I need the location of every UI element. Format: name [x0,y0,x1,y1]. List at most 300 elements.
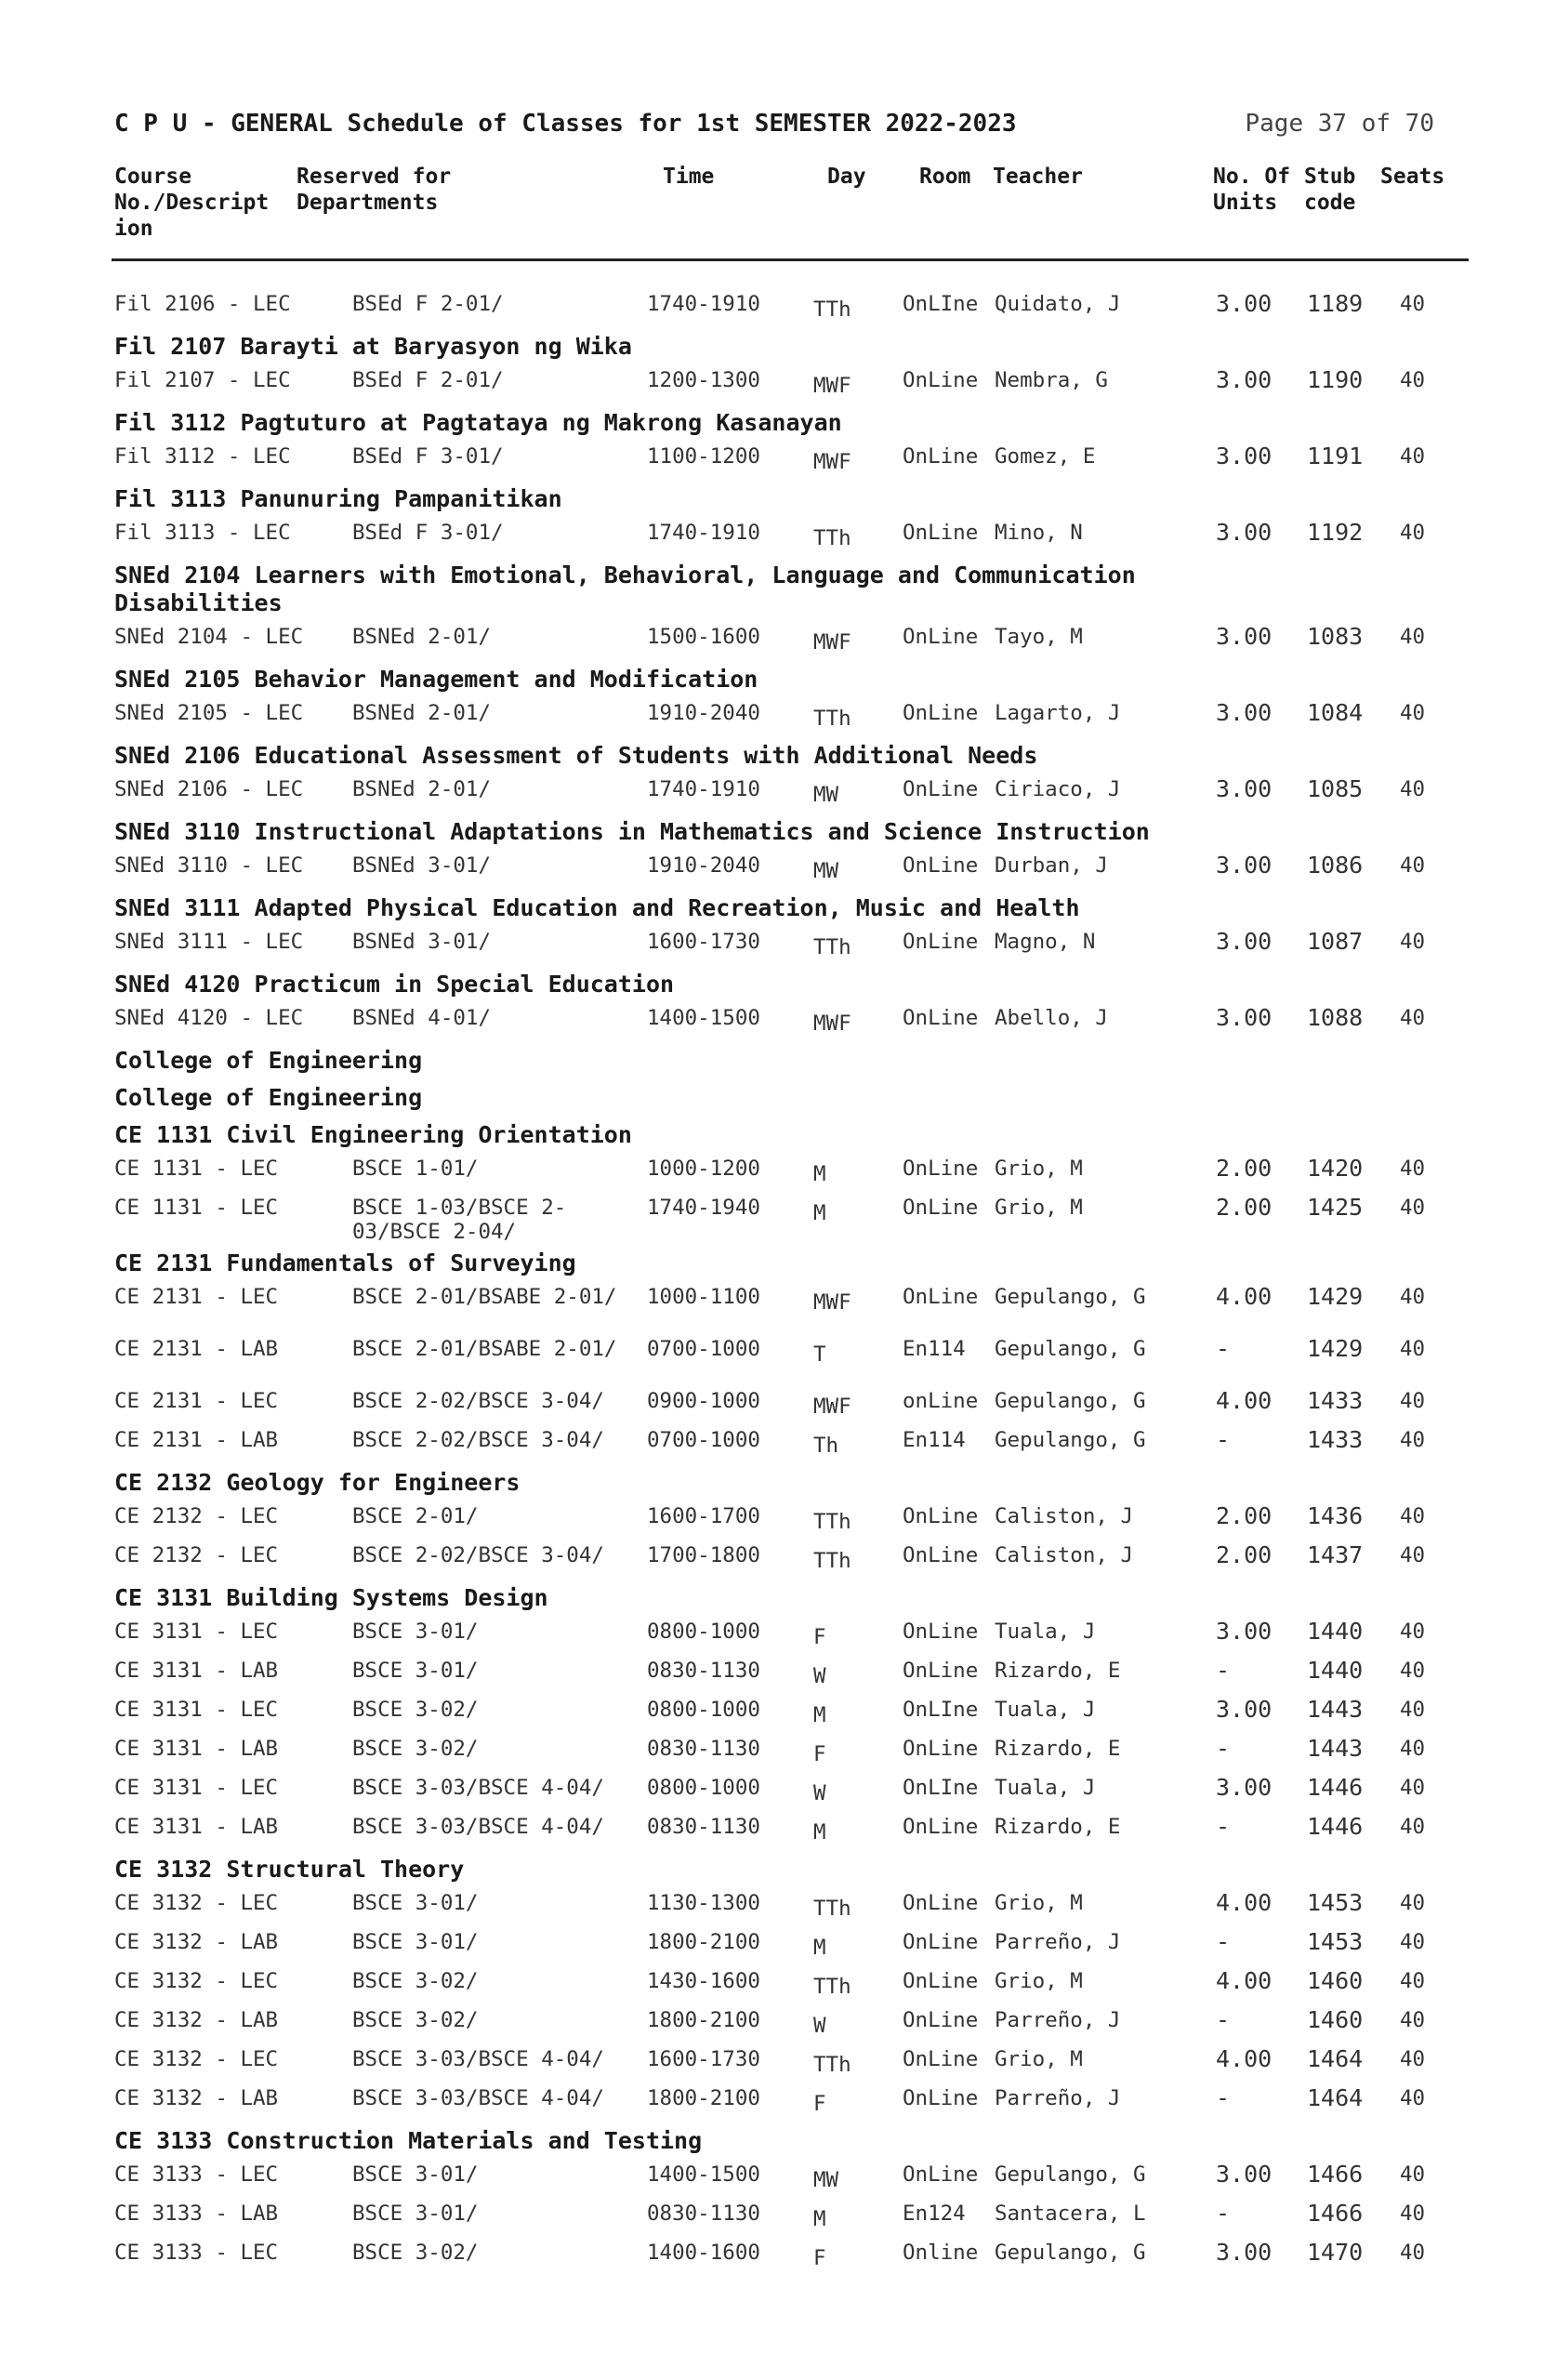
row-reserved: BSEd F 2-01/ [352,368,504,392]
row-day: T [813,1342,826,1367]
row-seats: 40 [1400,1620,1426,1644]
row-teacher: Gepulango, G [995,1285,1146,1309]
row-course: CE 3133 - LEC [114,2162,279,2187]
row-reserved: BSCE 3-02/ [352,1969,479,1993]
table-row [114,1501,1471,1540]
row-units: 2.00 [1216,1194,1272,1221]
row-stub-code: 1443 [1307,1735,1364,1762]
row-stub-code: 1453 [1307,1928,1364,1955]
row-day: MWF [813,450,851,474]
row-day: M [813,2207,826,2231]
row-reserved: BSCE 3-02/ [352,2241,479,2265]
row-time: 0800-1000 [647,1698,760,1722]
row-course: CE 3131 - LAB [114,1659,279,1683]
row-time: 0830-1130 [647,1815,760,1839]
row-day: MWF [813,1395,851,1419]
table-row [114,1694,1471,1733]
header-divider [112,258,1469,261]
row-day: MW [813,783,839,807]
row-teacher: Nembra, G [995,368,1108,392]
row-room: OnLIne [903,1776,979,1800]
row-time: 1600-1700 [647,1504,760,1528]
row-day: TTh [813,1897,851,1921]
row-teacher: Gepulango, G [995,2241,1146,2265]
row-day: F [813,1742,826,1766]
row-units: - [1216,2006,1231,2033]
row-stub-code: 1470 [1307,2239,1364,2266]
course-heading: SNEd 3110 Instructional Adaptations in Mathematics and Science Instruction [114,818,1150,845]
row-units: 3.00 [1216,852,1272,879]
row-seats: 40 [1400,1285,1426,1309]
row-course: Fil 2107 - LEC [114,368,291,392]
row-units: - [1216,2200,1231,2227]
row-course: CE 3131 - LAB [114,1815,279,1839]
row-reserved: BSEd F 2-01/ [352,292,504,316]
row-stub-code: 1443 [1307,1696,1364,1723]
row-teacher: Abello, J [995,1006,1108,1030]
row-course: CE 2131 - LAB [114,1337,279,1361]
row-teacher: Caliston, J [995,1543,1134,1567]
course-heading: SNEd 4120 Practicum in Special Education [114,971,675,998]
row-units: 3.00 [1216,2161,1272,2188]
row-seats: 40 [1400,2047,1426,2071]
row-reserved: BSCE 3-03/BSCE 4-04/ [352,1776,604,1800]
row-time: 1800-2100 [647,2086,760,2110]
row-day: MWF [813,374,851,398]
course-heading: SNEd 2106 Educational Assessment of Students with Additional Needs [114,742,1038,769]
row-time: 1800-2100 [647,2008,760,2032]
row-day: TTh [813,1975,851,1999]
row-seats: 40 [1400,1698,1426,1722]
row-seats: 40 [1400,853,1426,878]
row-reserved: BSCE 3-02/ [352,1737,479,1761]
page-title: C P U - GENERAL Schedule of Classes for 1st SEMESTER 2022-2023 [114,110,1017,138]
row-stub-code: 1433 [1307,1426,1364,1453]
row-room: OnLine [903,1891,979,1915]
row-stub-code: 1425 [1307,1194,1364,1221]
row-units: 2.00 [1216,1502,1272,1529]
row-reserved: BSNEd 2-01/ [352,777,492,801]
row-day: TTh [813,2053,851,2077]
row-reserved: BSNEd 3-01/ [352,853,492,878]
row-time: 1740-1940 [647,1196,760,1220]
row-stub-code: 1466 [1307,2200,1364,2227]
table-row [114,926,1471,965]
row-course: CE 3132 - LAB [114,1930,279,1954]
table-row [114,364,1471,403]
row-seats: 40 [1400,1196,1426,1220]
row-room: OnLIne [903,292,979,316]
row-reserved: BSCE 2-01/BSABE 2-01/ [352,1337,617,1361]
row-room: OnLine [903,2086,979,2110]
row-time: 0830-1130 [647,2202,760,2226]
row-day: Th [813,1434,839,1458]
table-row [114,621,1471,660]
row-units: - [1216,2084,1231,2111]
course-heading: SNEd 2105 Behavior Management and Modification [114,666,758,693]
row-teacher: Gomez, E [995,444,1096,469]
row-units: 4.00 [1216,2045,1272,2072]
row-seats: 40 [1400,777,1426,801]
table-row [114,2198,1471,2237]
table-row [114,1887,1471,1926]
row-teacher: Tayo, M [995,625,1083,649]
row-day: W [813,2014,826,2038]
row-reserved: BSCE 3-01/ [352,1930,479,1954]
row-seats: 40 [1400,2162,1426,2187]
col-room: Room [919,165,971,189]
row-course: CE 3133 - LAB [114,2202,279,2226]
row-seats: 40 [1400,930,1426,954]
column-headers [114,164,1471,247]
row-seats: 40 [1400,1891,1426,1915]
row-teacher: Tuala, J [995,1620,1096,1644]
row-time: 0800-1000 [647,1620,760,1644]
row-course: CE 2131 - LAB [114,1428,279,1452]
row-reserved: BSEd F 3-01/ [352,444,504,469]
row-seats: 40 [1400,292,1426,316]
row-seats: 40 [1400,1157,1426,1181]
row-seats: 40 [1400,1006,1426,1030]
row-units: 3.00 [1216,2239,1272,2266]
course-heading: CE 3132 Structural Theory [114,1856,465,1883]
row-units: 3.00 [1216,928,1272,955]
row-room: OnLine [903,701,979,725]
row-course: SNEd 2104 - LEC [114,625,304,649]
row-time: 1400-1600 [647,2241,760,2265]
row-room: OnLine [903,1504,979,1528]
row-seats: 40 [1400,1504,1426,1528]
course-heading: CE 3133 Construction Materials and Testing [114,2127,703,2154]
row-seats: 40 [1400,521,1426,545]
row-teacher: Parreño, J [995,2086,1121,2110]
row-room: OnLine [903,1815,979,1839]
row-day: MW [813,2168,839,2192]
course-heading: SNEd 3111 Adapted Physical Education and Recreation, Music and Health [114,894,1080,921]
course-heading: College of Engineering [114,1047,423,1074]
row-course: SNEd 4120 - LEC [114,1006,304,1030]
row-teacher: Mino, N [995,521,1083,545]
table-row [114,517,1471,556]
row-room: OnLine [903,853,979,878]
table-row [114,1385,1471,1424]
row-units: 2.00 [1216,1541,1272,1568]
row-course: Fil 2106 - LEC [114,292,291,316]
row-day: M [813,1936,826,1960]
course-heading: SNEd 2104 Learners with Emotional, Behavioral, Language and Communication Disabilities [114,562,1136,616]
row-day: TTh [813,935,851,959]
row-stub-code: 1460 [1307,2006,1364,2033]
row-course: CE 2132 - LEC [114,1504,279,1528]
row-stub-code: 1429 [1307,1283,1364,1310]
row-course: CE 3133 - LEC [114,2241,279,2265]
page-header [114,110,1434,139]
row-time: 0900-1000 [647,1389,760,1413]
table-row [114,1540,1471,1579]
row-teacher: Grio, M [995,1196,1083,1220]
row-room: OnLine [903,368,979,392]
row-stub-code: 1453 [1307,1889,1364,1916]
row-stub-code: 1464 [1307,2045,1364,2072]
row-day: M [813,1703,826,1727]
row-teacher: Gepulango, G [995,1337,1146,1361]
table-row [114,2237,1471,2276]
row-time: 0830-1130 [647,1737,760,1761]
row-units: - [1216,1813,1231,1840]
row-room: OnLine [903,1620,979,1644]
row-teacher: Tuala, J [995,1776,1096,1800]
table-row [114,1772,1471,1811]
table-row [114,2082,1471,2122]
row-stub-code: 1436 [1307,1502,1364,1529]
row-course: CE 3132 - LEC [114,1969,279,1993]
row-reserved: BSCE 3-02/ [352,2008,479,2032]
table-row [114,1965,1471,2004]
row-course: CE 2131 - LEC [114,1389,279,1413]
row-room: OnLIne [903,1698,979,1722]
col-reserved: Reserved for Departments [297,165,452,215]
row-units: - [1216,1735,1231,1762]
table-row [114,1811,1471,1850]
row-stub-code: 1083 [1307,623,1364,650]
row-course: CE 3132 - LEC [114,1891,279,1915]
row-stub-code: 1464 [1307,2084,1364,2111]
row-course: CE 3132 - LAB [114,2008,279,2032]
row-seats: 40 [1400,1930,1426,1954]
row-reserved: BSNEd 3-01/ [352,930,492,954]
row-reserved: BSCE 2-02/BSCE 3-04/ [352,1428,604,1452]
row-room: OnLine [903,625,979,649]
row-units: - [1216,1657,1231,1684]
row-seats: 40 [1400,1815,1426,1839]
row-reserved: BSCE 2-02/BSCE 3-04/ [352,1543,604,1567]
course-heading: CE 3131 Building Systems Design [114,1584,548,1611]
row-room: onLine [903,1389,979,1413]
row-day: M [813,1820,826,1844]
row-units: 4.00 [1216,1387,1272,1414]
table-row [114,774,1471,813]
row-units: 2.00 [1216,1155,1272,1182]
row-reserved: BSCE 2-02/BSCE 3-04/ [352,1389,604,1413]
row-reserved: BSCE 3-01/ [352,1891,479,1915]
course-heading: Fil 3113 Panunuring Pampanitikan [114,485,562,512]
row-stub-code: 1420 [1307,1155,1364,1182]
row-seats: 40 [1400,701,1426,725]
row-room: OnLine [903,1543,979,1567]
row-time: 1740-1910 [647,521,760,545]
row-day: TTh [813,1510,851,1534]
row-time: 0700-1000 [647,1428,760,1452]
row-teacher: Durban, J [995,853,1108,878]
col-day: Day [827,165,866,189]
row-course: CE 2131 - LEC [114,1285,279,1309]
table-row [114,2043,1471,2082]
table-row [114,441,1471,480]
row-time: 0800-1000 [647,1776,760,1800]
row-time: 1400-1500 [647,1006,760,1030]
course-heading: CE 2131 Fundamentals of Surveying [114,1250,576,1276]
row-teacher: Rizardo, E [995,1659,1121,1683]
row-stub-code: 1191 [1307,443,1364,469]
row-stub-code: 1189 [1307,290,1364,317]
row-reserved: BSCE 1-01/ [352,1157,479,1181]
row-time: 1000-1200 [647,1157,760,1181]
row-time: 0700-1000 [647,1337,760,1361]
row-room: Online [903,2241,979,2265]
course-heading: Fil 3112 Pagtuturo at Pagtataya ng Makrong Kasanayan [114,409,842,436]
row-reserved: BSCE 3-01/ [352,2162,479,2187]
row-day: F [813,1625,826,1649]
row-day: TTh [813,526,851,550]
row-stub-code: 1440 [1307,1657,1364,1684]
page-number: Page 37 of 70 [1245,110,1434,138]
row-reserved: BSNEd 2-01/ [352,701,492,725]
row-day: M [813,1201,826,1225]
row-seats: 40 [1400,1543,1426,1567]
row-room: OnLine [903,1969,979,1993]
row-course: SNEd 2106 - LEC [114,777,304,801]
row-teacher: Grio, M [995,1157,1083,1181]
row-seats: 40 [1400,444,1426,469]
col-units: No. Of Units [1213,165,1291,215]
col-course: Course No./Descript ion [114,165,270,241]
row-reserved: BSCE 3-01/ [352,1659,479,1683]
row-stub-code: 1460 [1307,1967,1364,1994]
col-stub: Stub code [1304,165,1356,215]
row-course: CE 3131 - LEC [114,1776,279,1800]
row-seats: 40 [1400,2241,1426,2265]
row-day: F [813,2246,826,2270]
row-reserved: BSCE 3-03/BSCE 4-04/ [352,2086,604,2110]
row-time: 1130-1300 [647,1891,760,1915]
table-row [114,1655,1471,1694]
row-stub-code: 1429 [1307,1335,1364,1362]
row-day: MWF [813,630,851,654]
row-teacher: Gepulango, G [995,1428,1146,1452]
row-day: TTh [813,707,851,731]
row-units: 3.00 [1216,519,1272,546]
table-row [114,850,1471,889]
row-room: OnLine [903,2162,979,2187]
table-row [114,1333,1471,1385]
row-reserved: BSCE 3-01/ [352,2202,479,2226]
row-course: SNEd 3111 - LEC [114,930,304,954]
row-time: 1740-1910 [647,777,760,801]
row-units: 3.00 [1216,1618,1272,1645]
course-heading: CE 2132 Geology for Engineers [114,1469,521,1496]
row-time: 1910-2040 [647,853,760,878]
row-teacher: Rizardo, E [995,1737,1121,1761]
row-teacher: Ciriaco, J [995,777,1121,801]
row-room: OnLine [903,930,979,954]
row-seats: 40 [1400,2202,1426,2226]
row-course: CE 3131 - LEC [114,1620,279,1644]
row-teacher: Lagarto, J [995,701,1121,725]
row-teacher: Gepulango, G [995,1389,1146,1413]
row-day: TTh [813,1549,851,1573]
row-seats: 40 [1400,2008,1426,2032]
table-row [114,1192,1471,1244]
row-time: 1800-2100 [647,1930,760,1954]
row-day: MW [813,859,839,883]
row-units: 3.00 [1216,366,1272,393]
row-room: OnLine [903,2008,979,2032]
row-time: 1200-1300 [647,368,760,392]
row-stub-code: 1440 [1307,1618,1364,1645]
table-row [114,1153,1471,1192]
row-teacher: Tuala, J [995,1698,1096,1722]
row-units: 3.00 [1216,775,1272,802]
row-course: SNEd 3110 - LEC [114,853,304,878]
row-course: CE 3131 - LEC [114,1698,279,1722]
row-time: 1740-1910 [647,292,760,316]
col-teacher: Teacher [993,165,1083,189]
row-teacher: Quidato, J [995,292,1121,316]
row-room: OnLine [903,1196,979,1220]
row-stub-code: 1446 [1307,1774,1364,1801]
row-time: 1700-1800 [647,1543,760,1567]
table-row [114,1002,1471,1041]
row-stub-code: 1446 [1307,1813,1364,1840]
row-day: MWF [813,1012,851,1036]
row-time: 1910-2040 [647,701,760,725]
row-day: W [813,1781,826,1805]
row-stub-code: 1437 [1307,1541,1364,1568]
row-teacher: Magno, N [995,930,1096,954]
row-units: 3.00 [1216,699,1272,726]
row-day: TTh [813,298,851,322]
row-course: CE 1131 - LEC [114,1196,279,1220]
row-room: OnLine [903,1659,979,1683]
row-units: 4.00 [1216,1889,1272,1916]
row-room: En114 [903,1428,966,1452]
row-teacher: Grio, M [995,2047,1083,2071]
row-room: OnLine [903,1157,979,1181]
row-units: 4.00 [1216,1967,1272,1994]
row-seats: 40 [1400,368,1426,392]
col-seats: Seats [1380,165,1445,189]
row-reserved: BSCE 3-01/ [352,1620,479,1644]
row-units: 3.00 [1216,623,1272,650]
row-course: CE 3132 - LEC [114,2047,279,2071]
row-time: 0830-1130 [647,1659,760,1683]
row-units: - [1216,1426,1231,1453]
row-stub-code: 1086 [1307,852,1364,879]
schedule-table [114,288,1471,2276]
row-teacher: Gepulango, G [995,2162,1146,2187]
row-units: - [1216,1928,1231,1955]
course-heading: CE 1131 Civil Engineering Orientation [114,1121,632,1148]
row-reserved: BSCE 2-01/BSABE 2-01/ [352,1285,617,1309]
row-reserved: BSCE 2-01/ [352,1504,479,1528]
row-units: 4.00 [1216,1283,1272,1310]
row-seats: 40 [1400,1659,1426,1683]
row-stub-code: 1466 [1307,2161,1364,2188]
row-day: MWF [813,1290,851,1315]
row-stub-code: 1433 [1307,1387,1364,1414]
row-course: CE 2132 - LEC [114,1543,279,1567]
row-teacher: Parreño, J [995,2008,1121,2032]
row-time: 1100-1200 [647,444,760,469]
row-time: 1500-1600 [647,625,760,649]
row-units: - [1216,1335,1231,1362]
table-row [114,1926,1471,1965]
row-stub-code: 1085 [1307,775,1364,802]
row-stub-code: 1192 [1307,519,1364,546]
row-reserved: BSEd F 3-01/ [352,521,504,545]
row-reserved: BSCE 3-03/BSCE 4-04/ [352,2047,604,2071]
row-seats: 40 [1400,1776,1426,1800]
